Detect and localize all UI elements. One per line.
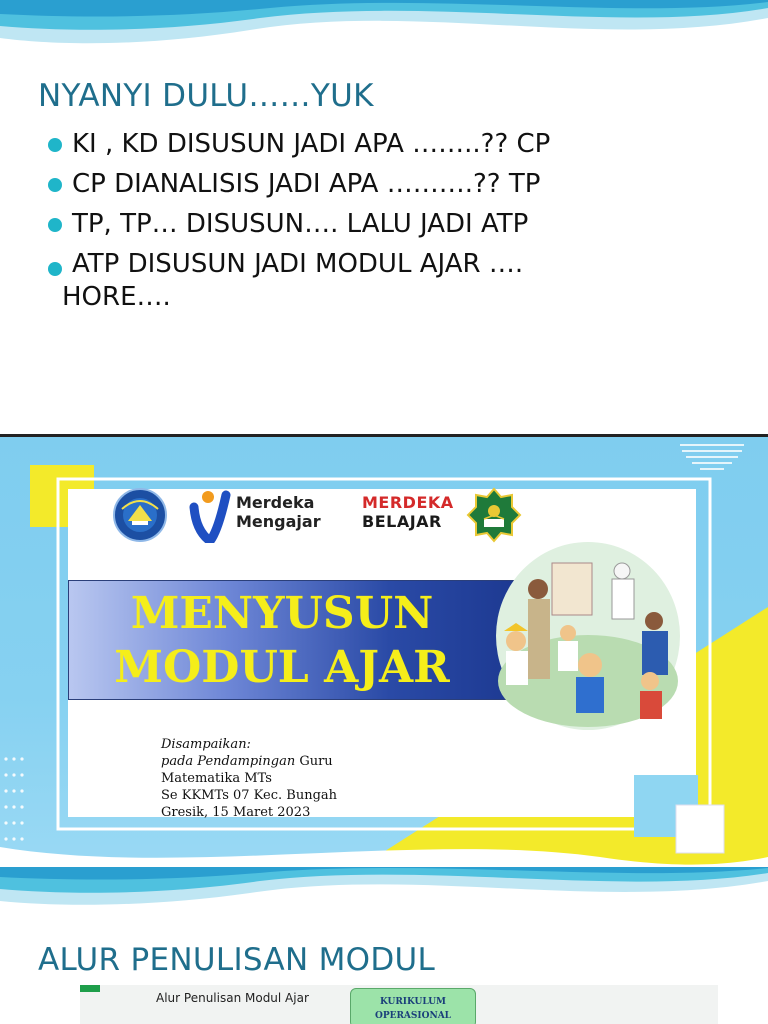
bullet-item: TP, TP… DISUSUN…. LALU JADI ATP <box>48 204 748 244</box>
merdeka-mengajar-icon <box>188 487 232 543</box>
slide-title: ALUR PENULISAN MODUL <box>38 942 436 978</box>
bullet-dot-icon <box>48 138 62 152</box>
slide-title: NYANYI DULU……YUK <box>38 78 374 114</box>
presenter-info: Disampaikan: pada Pendampingan Guru Matematika MTs Se KKMTs 07 Kec. Bungah Gresik, 15 Maret 2023 <box>161 737 338 820</box>
preview-heading: Alur Penulisan Modul Ajar <box>156 991 309 1005</box>
kurikulum-operasional-box: KURIKULUM OPERASIONAL <box>350 988 476 1024</box>
top-wave-decoration <box>0 0 768 70</box>
merdeka-mengajar-logo-text: Merdeka Mengajar <box>236 493 321 531</box>
merdeka-belajar-logo: MERDEKA BELAJAR <box>362 493 454 531</box>
bullet-dot-icon <box>48 178 62 192</box>
bullet-dot-icon <box>48 218 62 232</box>
top-wave-decoration <box>0 867 768 937</box>
bullet-item: KI , KD DISUSUN JADI APA ……..?? CP <box>48 124 748 164</box>
slide-2 <box>0 437 768 867</box>
bullet-dot-icon <box>48 262 62 276</box>
banner-title: MENYUSUN MODUL AJAR <box>114 588 450 693</box>
bullet-item: ATP DISUSUN JADI MODUL AJAR …. HORE…. <box>48 248 748 314</box>
bullet-item: CP DIANALISIS JADI APA ……….?? TP <box>48 164 748 204</box>
tut-wuri-handayani-logo <box>112 487 168 543</box>
green-marker <box>80 985 100 992</box>
bullet-list <box>48 124 748 314</box>
slide-1 <box>0 0 768 437</box>
kemenag-logo <box>466 487 522 543</box>
classroom-illustration <box>494 541 682 731</box>
embedded-image-preview <box>80 985 718 1024</box>
slide-3 <box>0 867 768 1024</box>
